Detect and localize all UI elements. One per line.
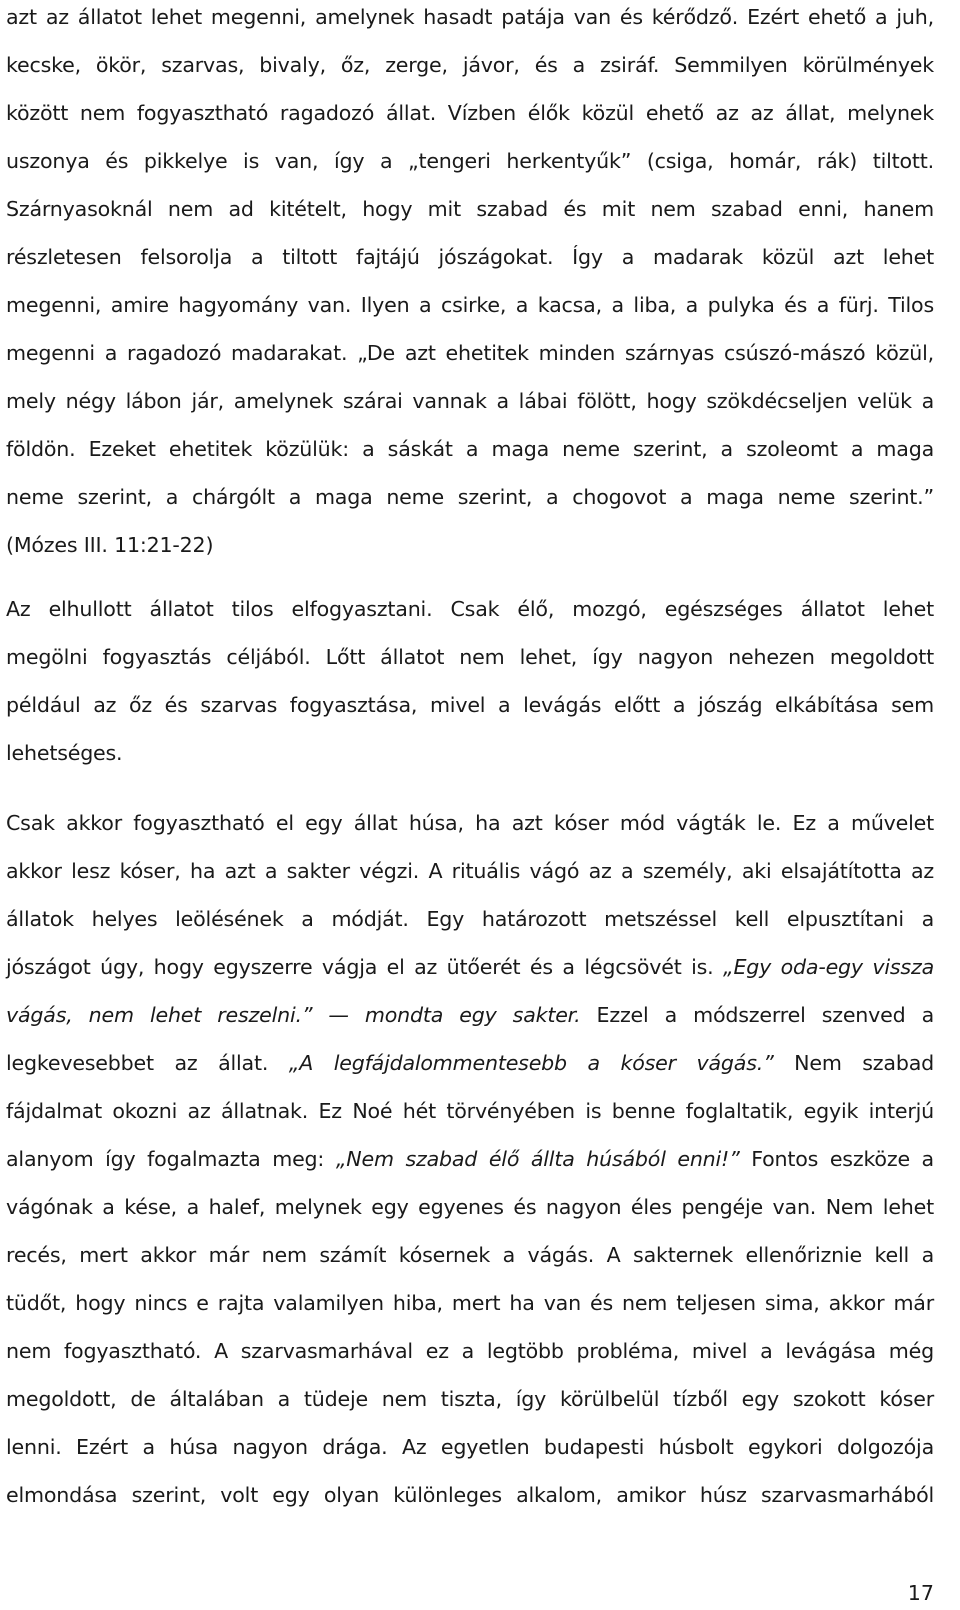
text-run: Nem szabad: [773, 1051, 935, 1075]
text-line: [6, 242, 934, 272]
text-run: neme szerint, a chárgólt a maga neme szerint, a chogovot a maga neme szerint.”: [6, 485, 934, 509]
text-line: [6, 386, 934, 416]
text-line: [6, 1336, 934, 1366]
text-line: [6, 2, 934, 32]
text-run: kecske, ökör, szarvas, bivaly, őz, zerge, jávor, és a zsiráf. Semmilyen körülmények: [6, 53, 934, 77]
page-number: 17: [907, 1581, 934, 1605]
text-line: [6, 738, 934, 768]
text-run: vágónak a kése, a halef, melynek egy egyenes és nagyon éles pengéje van. Nem lehet: [6, 1195, 934, 1219]
text-run: megoldott, de általában a tüdeje nem tiszta, így körülbelül tízből egy szokott kóser: [6, 1387, 934, 1411]
text-run: például az őz és szarvas fogyasztása, mivel a levágás előtt a jószág elkábítása sem: [6, 693, 934, 717]
text-run: Szárnyasoknál nem ad kitételt, hogy mit szabad és mit nem szabad enni, hanem: [6, 197, 934, 221]
text-run: Az elhullott állatot tilos elfogyasztani. Csak élő, mozgó, egészséges állatot lehet: [6, 597, 934, 621]
text-run: Csak akkor fogyasztható el egy állat húsa, ha azt kóser mód vágták le. Ez a művelet: [6, 811, 934, 835]
text-run: elmondása szerint, volt egy olyan különleges alkalom, amikor húsz szarvasmarhából: [6, 1483, 934, 1507]
text-run: állatok helyes leölésének a módját. Egy határozott metszéssel kell elpusztítani a: [6, 907, 934, 931]
text-run: megölni fogyasztás céljából. Lőtt állatot nem lehet, így nagyon nehezen megoldott: [6, 645, 934, 669]
text-line: [6, 1192, 934, 1222]
text-run: recés, mert akkor már nem számít kósernek a vágás. A sakternek ellenőriznie kell a: [6, 1243, 934, 1267]
text-run: jószágot úgy, hogy egyszerre vágja el az ütőerét és a légcsövét is.: [6, 955, 723, 979]
text-line: [6, 690, 934, 720]
text-line: [6, 1000, 934, 1030]
text-run: azt az állatot lehet megenni, amelynek hasadt patája van és kérődző. Ezért ehető a juh,: [6, 5, 934, 29]
text-line: [6, 434, 934, 464]
text-line: [6, 1432, 934, 1462]
text-run: megenni a ragadozó madarakat. „De azt ehetitek minden szárnyas csúszó-mászó közül,: [6, 341, 934, 365]
text-run: akkor lesz kóser, ha azt a sakter végzi. A rituális vágó az a személy, aki elsajátította az: [6, 859, 934, 883]
text-line: [6, 1288, 934, 1318]
text-run: nem fogyasztható. A szarvasmarhával ez a legtöbb probléma, mivel a levágása még: [6, 1339, 934, 1363]
text-line: [6, 1480, 934, 1510]
text-run: lehetséges.: [6, 741, 123, 765]
text-run: (Mózes III. 11:21-22): [6, 533, 214, 557]
italic-text: „Egy oda-egy vissza: [723, 955, 934, 979]
text-line: [6, 194, 934, 224]
text-run: tüdőt, hogy nincs e rajta valamilyen hiba, mert ha van és nem teljesen sima, akkor már: [6, 1291, 934, 1315]
text-run: között nem fogyasztható ragadozó állat. Vízben élők közül ehető az az állat, melynek: [6, 101, 934, 125]
text-line: [6, 1048, 934, 1078]
text-run: mely négy lábon jár, amelynek szárai vannak a lábai fölött, hogy szökdécseljen velük a: [6, 389, 934, 413]
text-run: uszonya és pikkelye is van, így a „tengeri herkentyűk” (csiga, homár, rák) tiltott.: [6, 149, 934, 173]
italic-text: „Nem szabad élő állta húsából enni!”: [335, 1147, 740, 1171]
text-line: [6, 1384, 934, 1414]
text-line: [6, 98, 934, 128]
text-run: megenni, amire hagyomány van. Ilyen a csirke, a kacsa, a liba, a pulyka és a fürj. Tilos: [6, 293, 934, 317]
text-line: [6, 642, 934, 672]
text-line: [6, 1240, 934, 1270]
text-line: [6, 290, 934, 320]
text-run: legkevesebbet az állat.: [6, 1051, 289, 1075]
text-run: Fontos eszköze a: [739, 1147, 934, 1171]
italic-text: „A legfájdalommentesebb a kóser vágás.”: [288, 1051, 774, 1075]
text-line: [6, 338, 934, 368]
text-line: [6, 904, 934, 934]
text-run: lenni. Ezért a húsa nagyon drága. Az egyetlen budapesti húsbolt egykori dolgozója: [6, 1435, 934, 1459]
text-line: [6, 530, 934, 560]
text-run: részletesen felsorolja a tiltott fajtájú jószágokat. Így a madarak közül azt lehet: [6, 245, 934, 269]
text-run: alanyom így fogalmazta meg:: [6, 1147, 336, 1171]
text-run: Ezzel a módszerrel szenved a: [580, 1003, 935, 1027]
italic-text: vágás, nem lehet reszelni.” — mondta egy sakter.: [6, 1003, 581, 1027]
text-run: földön. Ezeket ehetitek közülük: a sáskát a maga neme szerint, a szoleomt a maga: [6, 437, 934, 461]
text-line: [6, 1144, 934, 1174]
text-line: [6, 50, 934, 80]
text-line: [6, 146, 934, 176]
text-line: [6, 856, 934, 886]
text-line: [6, 594, 934, 624]
text-line: [6, 1096, 934, 1126]
text-line: [6, 952, 934, 982]
text-line: [6, 482, 934, 512]
text-line: [6, 808, 934, 838]
text-run: fájdalmat okozni az állatnak. Ez Noé hét törvényében is benne foglaltatik, egyik interjú: [6, 1099, 934, 1123]
